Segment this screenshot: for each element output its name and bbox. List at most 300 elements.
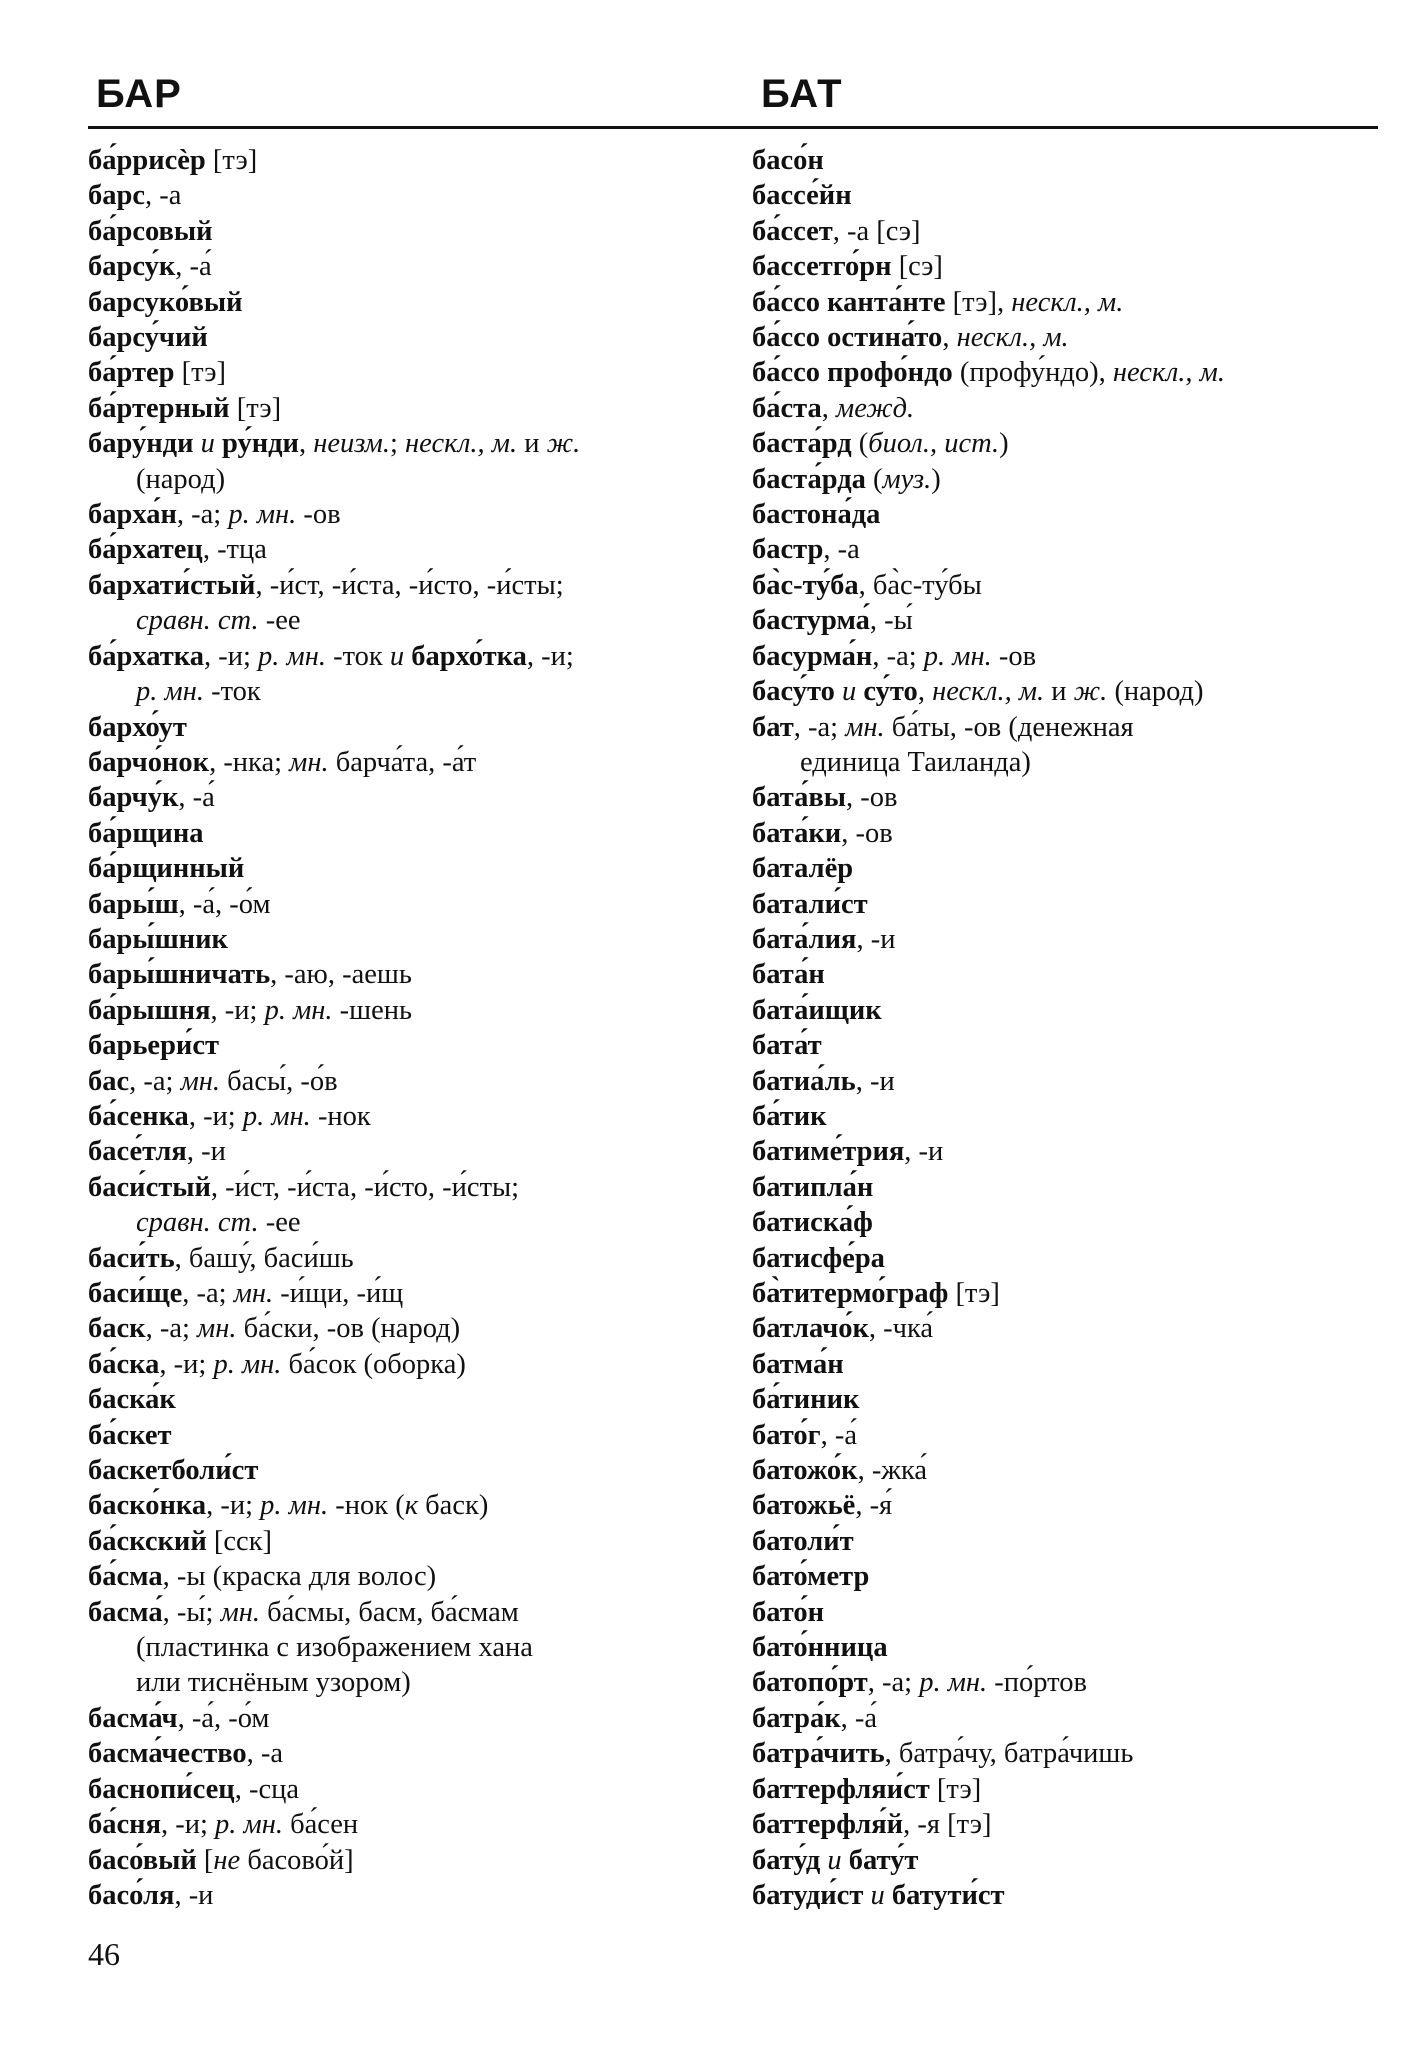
- entry-text: басы́, -о́в: [220, 1065, 338, 1097]
- dictionary-entry: [88, 532, 718, 567]
- dictionary-entry: [88, 1736, 718, 1771]
- dictionary-entry: [88, 426, 718, 461]
- headword: ба́ска: [88, 1348, 160, 1380]
- entry-text: , -и;: [159, 1348, 214, 1380]
- grammar-label: нескл., м.: [956, 322, 1069, 354]
- entry-text: -ток: [325, 640, 390, 672]
- headword: барчо́нок: [88, 746, 210, 778]
- entry-text: [тэ]: [929, 1773, 982, 1805]
- dictionary-entry: [88, 1064, 718, 1099]
- headword: ба́сня: [88, 1809, 161, 1841]
- dictionary-entry: [752, 214, 1392, 249]
- header-rule: [88, 126, 1378, 129]
- dictionary-entry: [752, 1665, 1392, 1700]
- dictionary-entry: [752, 639, 1392, 674]
- dictionary-entry: [752, 1595, 1392, 1630]
- entry-text: барча́та, -а́т: [328, 746, 477, 778]
- grammar-label: р. мн.: [136, 676, 204, 708]
- grammar-label: р. мн.: [923, 640, 992, 672]
- entry-text: , -и;: [188, 1100, 243, 1132]
- headword: баталёр: [752, 853, 854, 885]
- dictionary-entry: [88, 1311, 718, 1346]
- grammar-label: нескл., м.: [932, 676, 1045, 708]
- dictionary-entry: [88, 710, 718, 745]
- entry-text: , -а́, -о́м: [177, 1702, 270, 1734]
- dictionary-entry: [752, 1559, 1392, 1594]
- headword: басма́: [88, 1596, 163, 1628]
- entry-text: и: [1044, 676, 1074, 708]
- dictionary-entry: [88, 1134, 718, 1169]
- entry-text: (профу́ндо),: [952, 357, 1113, 389]
- dictionary-entry: [752, 497, 1392, 532]
- headword: басу́то: [752, 676, 835, 708]
- entry-text: (народ): [1107, 676, 1204, 708]
- entry-text: (: [851, 428, 869, 460]
- grammar-label: мн.: [180, 1065, 221, 1097]
- dictionary-entry: [88, 1099, 718, 1134]
- headword: барс: [88, 180, 145, 212]
- entry-text: [сск]: [206, 1525, 273, 1557]
- entry-continuation: [88, 674, 718, 709]
- dictionary-entry: [752, 391, 1392, 426]
- dictionary-entry: [88, 1878, 718, 1913]
- headword: батипла́н: [752, 1171, 874, 1203]
- headword: батиме́трия: [752, 1136, 905, 1168]
- entry-text: , -сца: [234, 1773, 300, 1805]
- dictionary-entry: [88, 1418, 718, 1453]
- dictionary-entry: [752, 1276, 1392, 1311]
- entry-text: [сэ]: [891, 251, 943, 283]
- entry-text: -ее: [258, 1207, 301, 1239]
- entry-text: баск): [418, 1490, 489, 1522]
- headword: баснопи́сец: [88, 1773, 235, 1805]
- grammar-label: р. мн.: [228, 499, 297, 531]
- headword: басо́вый: [88, 1844, 197, 1876]
- grammar-label: мн.: [233, 1278, 274, 1309]
- headword: басо́ля: [88, 1879, 175, 1911]
- dictionary-entry: [752, 710, 1392, 745]
- entry-text: ;: [389, 428, 406, 460]
- entry-continuation: [88, 462, 718, 497]
- entry-text: , -чка́: [868, 1313, 934, 1345]
- dictionary-entry: [752, 957, 1392, 992]
- headword: ба́ррисѐр: [88, 145, 206, 176]
- headword: барсу́к: [88, 251, 176, 283]
- grammar-label: р. мн.: [260, 1490, 329, 1522]
- headword: батра́чить: [752, 1738, 885, 1770]
- dictionary-entry: [752, 1418, 1392, 1453]
- dictionary-entry: [752, 851, 1392, 886]
- headword: ба́ссет: [752, 215, 833, 247]
- entry-text: , -и: [904, 1136, 944, 1168]
- dictionary-entry: [752, 1064, 1392, 1099]
- entry-text: ): [931, 463, 941, 495]
- dictionary-entry: [88, 1488, 718, 1523]
- dictionary-entry: [88, 1276, 718, 1311]
- headword: батути́ст: [891, 1879, 1005, 1911]
- dictionary-entry: [752, 285, 1392, 320]
- grammar-label: нескл., м.: [1011, 286, 1124, 318]
- entry-text: ,: [821, 392, 836, 424]
- dictionary-entry: [88, 745, 718, 780]
- headword: ба́ссо канта́нте: [752, 286, 946, 318]
- dictionary-entry: [752, 1878, 1392, 1913]
- entry-text: , -и;: [161, 1809, 216, 1841]
- headword: батма́н: [752, 1348, 844, 1380]
- dictionary-entry: [752, 1382, 1392, 1417]
- dictionary-entry: [88, 1701, 718, 1736]
- dictionary-entry: [88, 1807, 718, 1842]
- dictionary-entry: [88, 568, 718, 603]
- dictionary-entry: [88, 1241, 718, 1276]
- headword: ба́ссо профо́ндо: [752, 357, 953, 389]
- grammar-label: сравн. ст.: [136, 1207, 259, 1239]
- headword: барха́н: [88, 499, 177, 531]
- headword: батожо́к: [752, 1455, 858, 1487]
- entry-text: -ее: [258, 605, 301, 637]
- grammar-label: р. мн.: [242, 1100, 311, 1132]
- dictionary-entry: [88, 1772, 718, 1807]
- headword: бары́шничать: [88, 959, 271, 991]
- entry-text: , -тца: [202, 534, 267, 566]
- entry-text: , -аю, -аешь: [270, 959, 412, 991]
- entry-text: ,: [298, 428, 314, 460]
- headword: ба́рхатка: [88, 640, 204, 672]
- dictionary-entry: [88, 922, 718, 957]
- entry-text: , -а;: [872, 640, 924, 672]
- page-header: [88, 72, 1378, 128]
- headword: басма́ч: [88, 1702, 178, 1734]
- entry-text: , -и;: [210, 994, 265, 1026]
- right-column: [752, 143, 1392, 1913]
- dictionary-entry: [752, 426, 1392, 461]
- headword: ба́тик: [752, 1100, 827, 1132]
- entry-text: , -и: [856, 923, 896, 955]
- dictionary-entry: [752, 1311, 1392, 1346]
- entry-text: , -ов: [841, 817, 893, 849]
- dictionary-entry: [88, 285, 718, 320]
- entry-text: -нок: [310, 1100, 371, 1132]
- grammar-label: р. мн.: [264, 994, 333, 1026]
- entry-text: , -а [сэ]: [832, 215, 921, 247]
- dictionary-entry: [88, 1595, 718, 1630]
- dictionary-entry: [88, 780, 718, 815]
- grammar-label: и: [193, 428, 222, 460]
- entry-text: ба́смы, басм, ба́смам: [260, 1596, 519, 1628]
- entry-text: ба́сен: [283, 1809, 359, 1841]
- entry-text: [тэ],: [945, 286, 1012, 318]
- dictionary-entry: [752, 993, 1392, 1028]
- grammar-label: р. мн.: [213, 1348, 282, 1380]
- headword: баска́к: [88, 1384, 176, 1416]
- headword: батоли́т: [752, 1525, 854, 1557]
- entry-text: (пластинка с изображением хана: [136, 1632, 533, 1664]
- grammar-label: ж.: [1073, 676, 1108, 708]
- dictionary-entry: [752, 249, 1392, 284]
- headword: бархати́стый: [88, 569, 256, 601]
- entry-continuation: [752, 745, 1392, 780]
- dictionary-entry: [752, 462, 1392, 497]
- dictionary-entry: [752, 603, 1392, 638]
- grammar-label: и: [863, 1879, 892, 1911]
- headword: су́то: [863, 676, 918, 708]
- headword: батали́ст: [752, 888, 868, 920]
- headword: бато́метр: [752, 1561, 870, 1593]
- dictionary-entry: [88, 391, 718, 426]
- entry-text: , -я [тэ]: [903, 1809, 992, 1841]
- headword: баси́ще: [88, 1278, 183, 1309]
- dictionary-entry: [752, 1630, 1392, 1665]
- entry-text: -ов: [296, 499, 341, 531]
- entry-text: [: [196, 1844, 214, 1876]
- entry-text: -ов: [991, 640, 1037, 672]
- headword: ба́рсовый: [88, 215, 213, 247]
- dictionary-entry: [88, 993, 718, 1028]
- headword: ба́рхатец: [88, 534, 203, 566]
- headword: бары́ш: [88, 888, 179, 920]
- dictionary-entry: [752, 1772, 1392, 1807]
- dictionary-entry: [752, 1241, 1392, 1276]
- entry-text: , -а́: [820, 1419, 857, 1451]
- entry-text: -нок (: [328, 1490, 405, 1522]
- entry-text: , -нка;: [209, 746, 290, 778]
- headword: бато́н: [752, 1596, 825, 1628]
- entry-text: , -и;: [203, 640, 259, 672]
- entry-text: -ток: [203, 676, 261, 708]
- dictionary-entry: [88, 249, 718, 284]
- headword: бары́шник: [88, 923, 228, 955]
- headword: баттерфляи́ст: [752, 1773, 930, 1805]
- entry-text: , -и: [174, 1879, 214, 1911]
- headword: басурма́н: [752, 640, 873, 672]
- headword: бато́нница: [752, 1632, 888, 1664]
- grammar-label: р. мн.: [258, 640, 326, 672]
- headword: бату́д: [752, 1844, 821, 1876]
- dictionary-entry: [88, 1170, 718, 1205]
- headword: батопо́рт: [752, 1667, 868, 1699]
- headword: бата́т: [752, 1030, 822, 1062]
- entry-text: и: [517, 428, 547, 460]
- dictionary-entry: [752, 1843, 1392, 1878]
- grammar-label: мн.: [220, 1596, 261, 1628]
- grammar-label: мн.: [289, 746, 329, 778]
- grammar-label: и: [834, 676, 864, 708]
- headword: ба̀с-ту́ба: [752, 569, 859, 601]
- entry-text: , -а;: [182, 1278, 234, 1309]
- headword: барчу́к: [88, 782, 179, 814]
- headword: бастурма́: [752, 605, 870, 637]
- dictionary-entry: [752, 816, 1392, 851]
- headword: баста́рда: [752, 463, 866, 495]
- grammar-label: не: [213, 1844, 241, 1876]
- entry-text: басово́й]: [240, 1844, 354, 1876]
- headword: ба́ссо остина́то: [752, 322, 943, 354]
- headword: баси́ть: [88, 1242, 175, 1274]
- grammar-label: мн.: [197, 1313, 237, 1345]
- entry-text: -шень: [332, 994, 412, 1026]
- entry-text: , -а: [145, 180, 182, 212]
- entry-continuation: [88, 1630, 718, 1665]
- headword: бархо́тка: [404, 640, 527, 672]
- entry-text: , -ы́;: [162, 1596, 221, 1628]
- entry-text: , башу́, баси́шь: [174, 1242, 354, 1274]
- headword: ба́сенка: [88, 1100, 189, 1132]
- dictionary-entry: [752, 1028, 1392, 1063]
- headword: ру́нди: [221, 428, 299, 460]
- headword: бархо́ут: [88, 711, 187, 743]
- dictionary-entry: [752, 355, 1392, 390]
- headword: бата́вы: [752, 782, 847, 814]
- dictionary-entry: [752, 1488, 1392, 1523]
- headword: ба́рщина: [88, 817, 204, 849]
- entry-continuation: [88, 1665, 718, 1700]
- dictionary-entry: [752, 1453, 1392, 1488]
- entry-text: , -ы (краска для волос): [162, 1561, 437, 1593]
- headword: ба́рышня: [88, 994, 211, 1026]
- grammar-label: нескл., м.: [1112, 357, 1225, 389]
- headword: батлачо́к: [752, 1313, 869, 1345]
- headword: батиска́ф: [752, 1207, 873, 1239]
- headword: басма́чество: [88, 1738, 247, 1770]
- grammar-label: и: [820, 1844, 849, 1876]
- entry-text: , -а;: [793, 711, 846, 743]
- headword: баси́стый: [88, 1171, 211, 1203]
- entry-text: ба́сок (оборка): [281, 1348, 466, 1380]
- entry-text: , -ов: [846, 782, 898, 814]
- entry-text: ): [999, 428, 1009, 460]
- entry-text: , -а́, -о́м: [178, 888, 271, 920]
- grammar-label: муз.: [882, 463, 932, 495]
- headword: басе́тля: [88, 1136, 187, 1168]
- entry-text: (народ): [136, 463, 226, 495]
- headword: бата́лия: [752, 923, 857, 955]
- headword: ба́скет: [88, 1419, 172, 1451]
- grammar-label: неизм.: [313, 428, 390, 460]
- entry-text: , -а: [823, 534, 860, 566]
- headword: бато́г: [752, 1419, 821, 1451]
- grammar-label: к: [404, 1490, 419, 1522]
- dictionary-entry: [752, 780, 1392, 815]
- dictionary-entry: [88, 1843, 718, 1878]
- dictionary-entry: [88, 1524, 718, 1559]
- entry-text: ,: [942, 322, 957, 354]
- headword: ба́ста: [752, 392, 822, 424]
- headword: баск: [88, 1313, 146, 1345]
- grammar-label: межд.: [836, 392, 915, 424]
- entry-continuation: [88, 603, 718, 638]
- entry-text: , -я́: [855, 1490, 893, 1522]
- headword: бас: [88, 1065, 130, 1097]
- headword: ба́сма: [88, 1561, 163, 1593]
- dictionary-entry: [752, 178, 1392, 213]
- dictionary-entry: [88, 214, 718, 249]
- headword: баскетболи́ст: [88, 1455, 259, 1487]
- headword: бассетго́рн: [752, 251, 892, 283]
- headword: ба́ртер: [88, 357, 175, 389]
- entry-text: , -а;: [867, 1667, 920, 1699]
- grammar-label: сравн. ст.: [136, 605, 259, 637]
- entry-text: , -а;: [145, 1313, 198, 1345]
- dictionary-entry: [752, 1134, 1392, 1169]
- headword: батисфе́ра: [752, 1242, 885, 1274]
- entry-text: [тэ]: [174, 357, 226, 389]
- headword: ба́скский: [88, 1525, 207, 1557]
- headword: бату́т: [848, 1844, 919, 1876]
- page-number: 46: [88, 1936, 120, 1972]
- entry-text: , -и;: [206, 1490, 261, 1522]
- dictionary-entry: [88, 320, 718, 355]
- dictionary-entry: [88, 497, 718, 532]
- dictionary-entry: [752, 568, 1392, 603]
- entry-text: , -и: [186, 1136, 226, 1168]
- grammar-label: и: [389, 640, 405, 672]
- dictionary-entry: [752, 922, 1392, 957]
- headword: баско́нка: [88, 1490, 207, 1522]
- entry-text: ,: [917, 676, 933, 708]
- entry-text: ба́ски, -ов (народ): [236, 1313, 461, 1345]
- entry-text: -по́ртов: [987, 1667, 1087, 1699]
- left-column: [88, 143, 718, 1913]
- headword: бассе́йн: [752, 180, 852, 212]
- dictionary-entry: [88, 355, 718, 390]
- entry-text: , -и;: [526, 640, 574, 672]
- dictionary-entry: [752, 143, 1392, 178]
- entry-text: [тэ]: [229, 392, 282, 424]
- grammar-label: нескл., м.: [405, 428, 518, 460]
- left-guide-word: БАР: [96, 72, 182, 116]
- dictionary-entry: [88, 639, 718, 674]
- headword: ба́рщинный: [88, 853, 245, 885]
- headword: бата́ки: [752, 817, 842, 849]
- dictionary-entry: [752, 1736, 1392, 1771]
- entry-text: , -а: [246, 1738, 284, 1770]
- dictionary-entry: [88, 957, 718, 992]
- dictionary-entry: [88, 1453, 718, 1488]
- dictionary-entry: [752, 1170, 1392, 1205]
- entry-text: , батра́чу, батра́чишь: [884, 1738, 1134, 1770]
- dictionary-entry: [752, 1205, 1392, 1240]
- entry-text: , -а;: [129, 1065, 181, 1097]
- dictionary-entry: [752, 1347, 1392, 1382]
- entry-text: (: [865, 463, 883, 495]
- entry-text: , -а́: [175, 251, 212, 283]
- headword: батуди́ст: [752, 1879, 864, 1911]
- entry-text: -и́щи, -и́щ: [273, 1278, 404, 1309]
- entry-text: [тэ]: [948, 1278, 1000, 1309]
- entry-text: ба́ты, -ов (денежная: [884, 711, 1134, 743]
- dictionary-entry: [752, 887, 1392, 922]
- entry-text: , -жка́: [857, 1455, 928, 1487]
- dictionary-entry: [88, 178, 718, 213]
- headword: баста́рд: [752, 428, 852, 460]
- dictionary-entry: [752, 320, 1392, 355]
- headword: баттерфля́й: [752, 1809, 904, 1841]
- entry-text: , -а́: [178, 782, 215, 814]
- headword: бару́нди: [88, 428, 194, 460]
- headword: барсуко́вый: [88, 286, 243, 318]
- headword: бастона́да: [752, 499, 881, 531]
- headword: бастр: [752, 534, 824, 566]
- grammar-label: р. мн.: [919, 1667, 988, 1699]
- dictionary-entry: [752, 1524, 1392, 1559]
- headword: батра́к: [752, 1702, 841, 1734]
- entry-text: , -и́ст, -и́ста, -и́сто, -и́сты;: [255, 569, 564, 601]
- headword: барьери́ст: [88, 1030, 219, 1062]
- entry-text: , -и́ст, -и́ста, -и́сто, -и́сты;: [210, 1171, 520, 1203]
- headword: бата́н: [752, 959, 825, 991]
- dictionary-entry: [88, 816, 718, 851]
- headword: батиа́ль: [752, 1065, 856, 1097]
